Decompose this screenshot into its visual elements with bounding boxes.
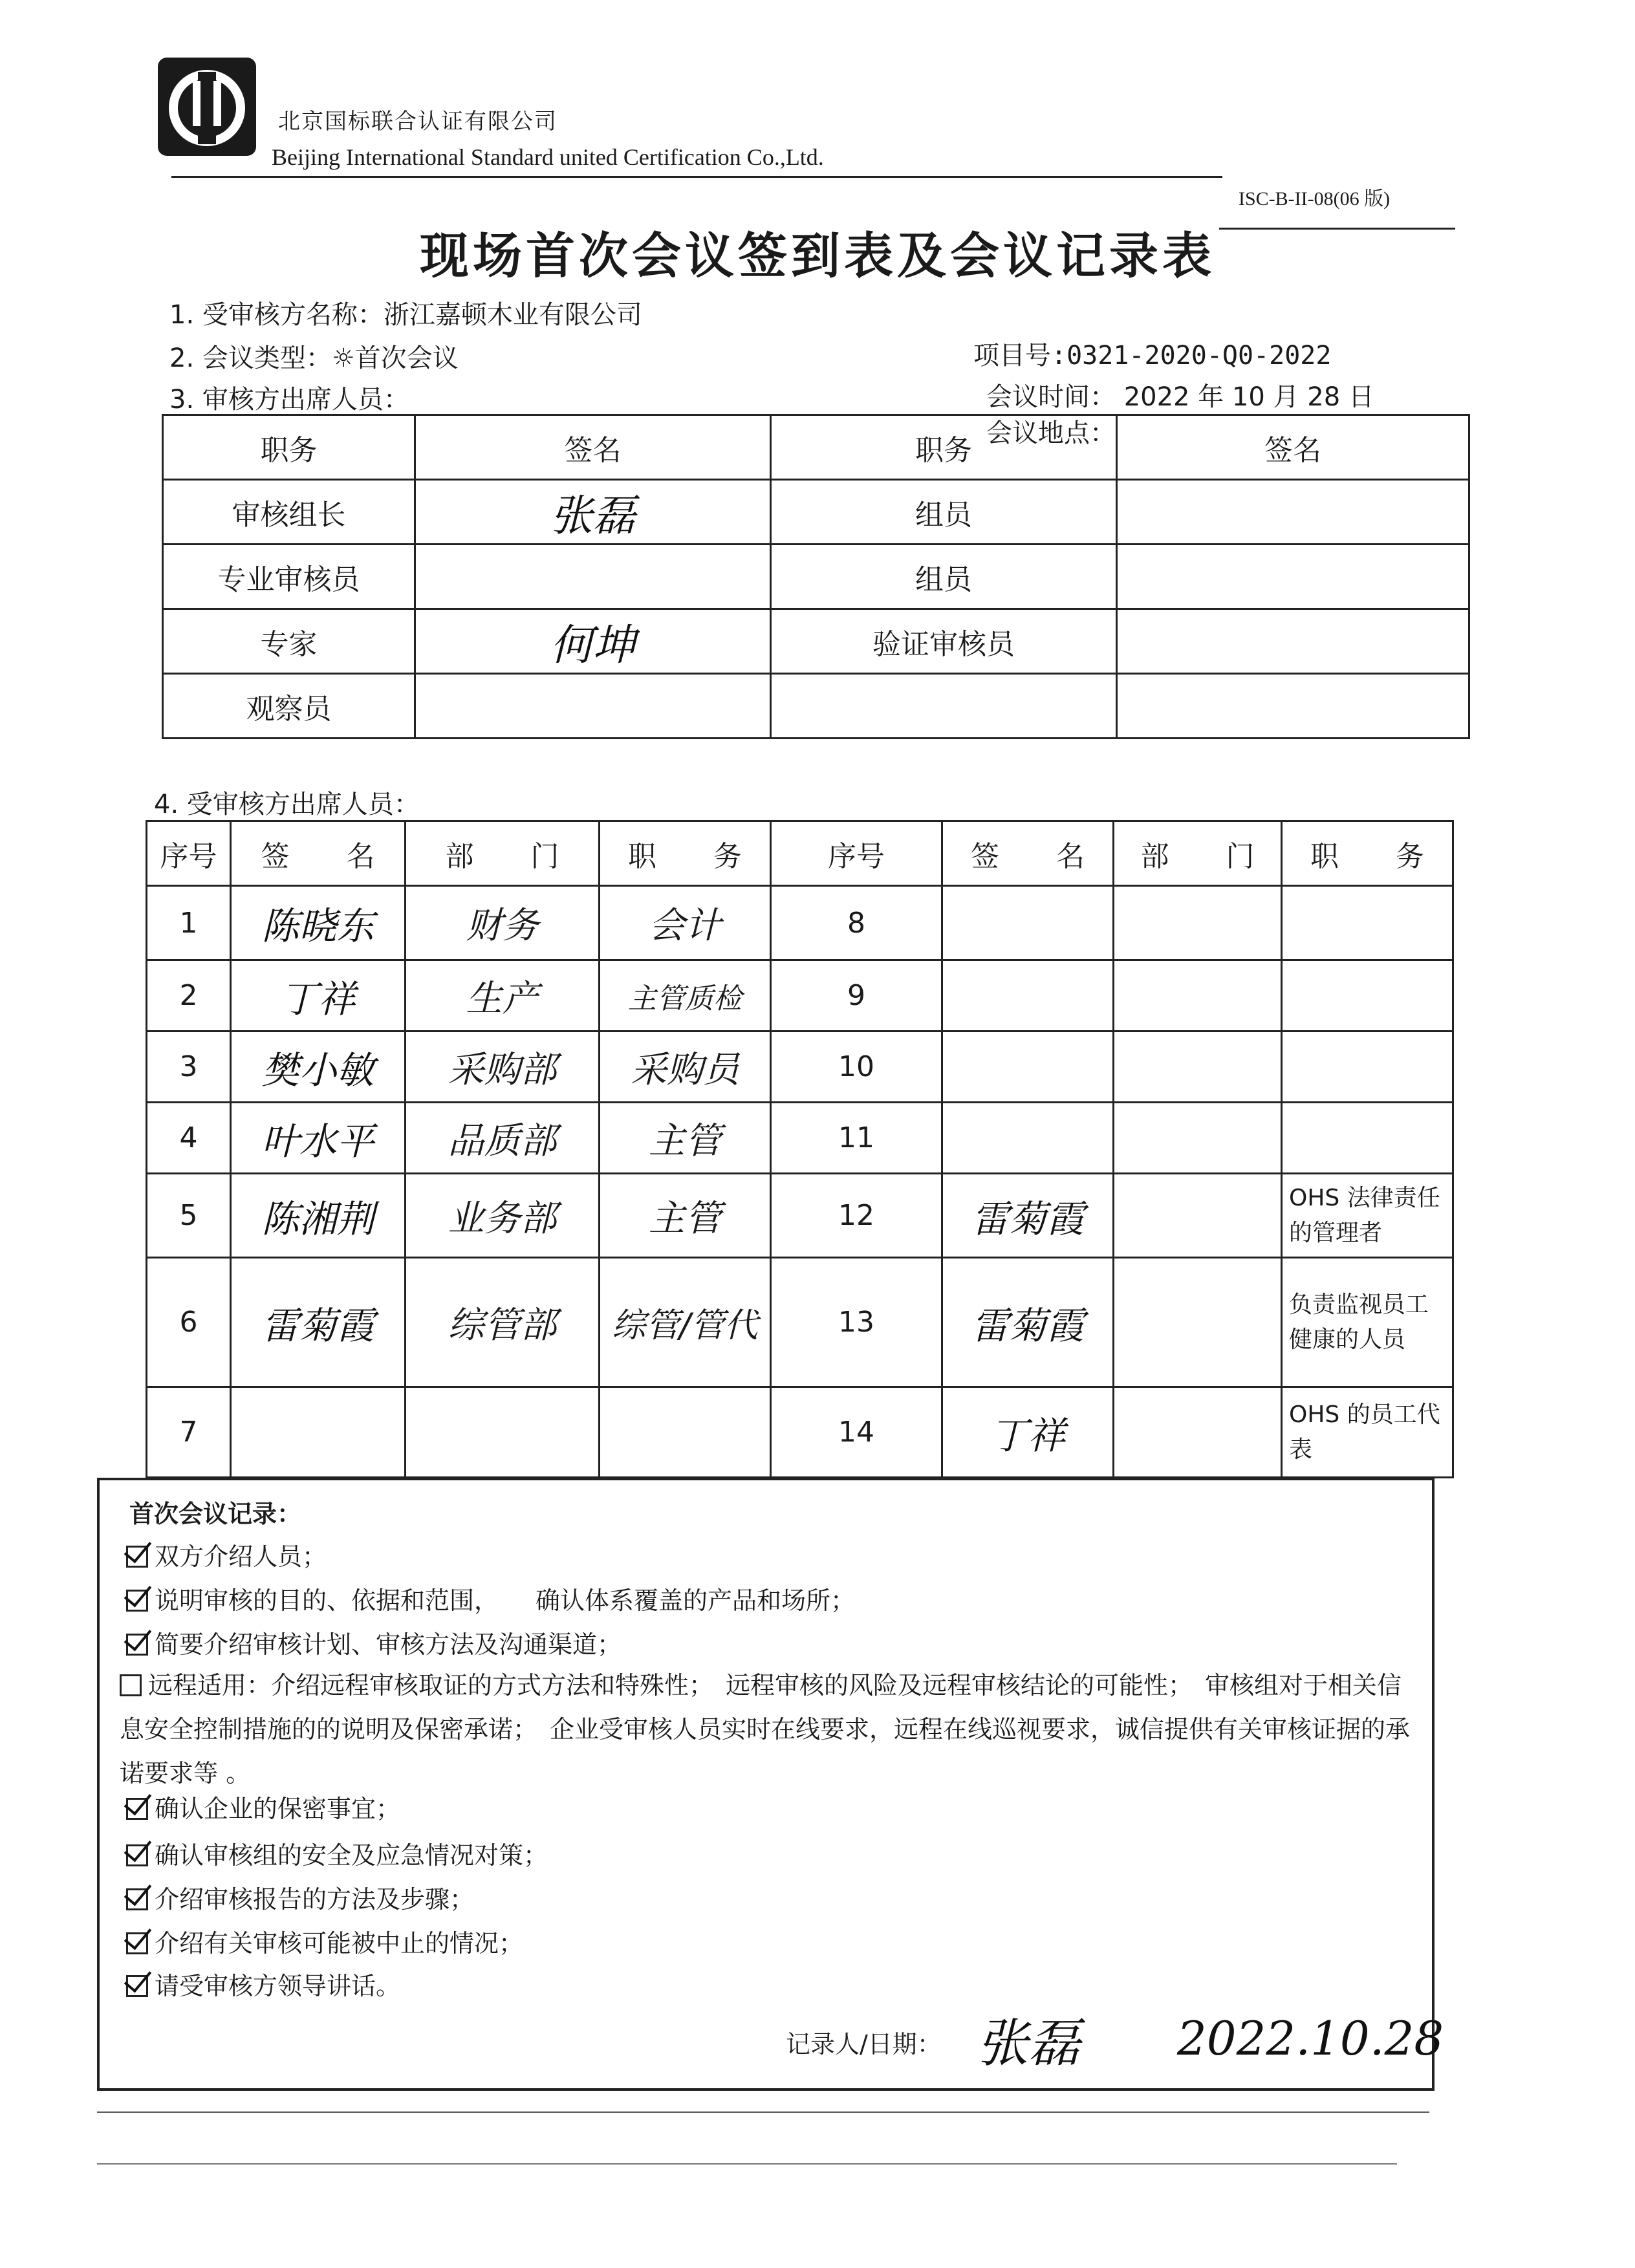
row-number: 2 xyxy=(147,960,231,1031)
post-cell xyxy=(600,1103,771,1174)
minutes-item-text: 远程适用：介绍远程审核取证的方式方法和特殊性； 远程审核的风险及远程审核结论的可能性； 审核组对于相关信息安全控制措施的的说明及保密承诺； 企业受审核人员实时在线要求，远程在线巡视要求，诚信提供有关审核证据的承诺要求等 。 xyxy=(120,1671,1411,1787)
row-number: 13 xyxy=(771,1258,942,1387)
signature-cell xyxy=(1117,480,1469,545)
checkbox-unchecked-icon xyxy=(120,1674,142,1696)
post-cell xyxy=(1282,1103,1453,1174)
dept-handwritten: 财务 xyxy=(466,905,539,947)
header-dept2: 部 门 xyxy=(1114,821,1282,886)
auditor-attendees-label: 3. 审核方出席人员： xyxy=(169,385,409,415)
minutes-item xyxy=(126,1923,523,1959)
signature-cell xyxy=(231,1258,406,1387)
minutes-item xyxy=(126,1789,400,1824)
dept-handwritten: 采购部 xyxy=(448,1048,557,1091)
minutes-item-text: 介绍审核报告的方法及步骤； xyxy=(155,1885,475,1914)
minutes-item xyxy=(126,1835,548,1871)
signature-cell xyxy=(942,1258,1114,1387)
minutes-item xyxy=(126,1879,474,1915)
minutes-item-text: 说明审核的目的、依据和范围， 确认体系覆盖的产品和场所； xyxy=(155,1586,856,1615)
signature-cell xyxy=(942,1031,1114,1103)
signature: 陈湘荆 xyxy=(261,1196,374,1241)
header-sign2: 签名 xyxy=(1117,415,1469,480)
dept-cell xyxy=(1114,960,1282,1031)
signature: 雷菊霞 xyxy=(971,1196,1084,1241)
row-number: 9 xyxy=(771,960,942,1031)
auditee-table xyxy=(146,820,1454,1478)
post-cell xyxy=(600,1258,771,1387)
header-role2: 职务 xyxy=(771,415,1117,480)
signature-cell xyxy=(231,886,406,960)
role-cell xyxy=(771,674,1117,739)
project-number: 项目号:0321-2020-Q0-2022 xyxy=(973,341,1332,371)
post-handwritten: 主管 xyxy=(649,1197,721,1240)
row-number: 7 xyxy=(147,1387,231,1478)
dept-handwritten: 品质部 xyxy=(448,1119,557,1162)
signature-cell xyxy=(231,1031,406,1103)
post-cell: OHS 法律责任的管理者 xyxy=(1282,1174,1453,1258)
dept-cell xyxy=(406,1031,600,1103)
minutes-item xyxy=(120,1663,1413,1795)
post-cell xyxy=(1282,886,1453,960)
signature: 雷菊霞 xyxy=(971,1303,1084,1348)
dept-handwritten: 综管部 xyxy=(448,1304,557,1346)
dept-cell xyxy=(1114,1387,1282,1478)
role-cell: 组员 xyxy=(771,480,1117,545)
dept-handwritten: 业务部 xyxy=(448,1197,557,1240)
header-dept: 部 门 xyxy=(406,821,600,886)
recorder-signature: 张磊 xyxy=(977,2013,1080,2073)
dept-cell xyxy=(1114,1031,1282,1103)
row-number: 1 xyxy=(147,886,231,960)
post-handwritten: 主管 xyxy=(649,1119,721,1162)
post-cell xyxy=(600,1031,771,1103)
signature-cell xyxy=(1117,674,1469,739)
header-role: 职务 xyxy=(163,415,415,480)
row-number: 11 xyxy=(771,1103,942,1174)
dept-cell xyxy=(1114,886,1282,960)
minutes-item xyxy=(126,1625,622,1660)
row-number: 3 xyxy=(147,1031,231,1103)
minutes-item-text: 确认企业的保密事宜； xyxy=(155,1795,401,1823)
signature: 丁祥 xyxy=(990,1413,1065,1458)
auditor-table xyxy=(162,414,1470,739)
post-cell: 负责监视员工健康的人员 xyxy=(1282,1258,1453,1387)
signature-cell xyxy=(231,960,406,1031)
row-number: 5 xyxy=(147,1174,231,1258)
header-post: 职 务 xyxy=(600,821,771,886)
form-code: ISC-B-II-08(06 版) xyxy=(1239,188,1391,210)
checkbox-checked-icon xyxy=(126,1932,148,1954)
signature: 何坤 xyxy=(550,620,636,670)
post-handwritten: 主管质检 xyxy=(628,982,742,1015)
minutes-heading: 首次会议记录： xyxy=(129,1500,302,1528)
post-cell xyxy=(600,1387,771,1478)
signature-cell xyxy=(1117,545,1469,609)
meeting-time: 会议时间： 2022 年 10 月 28 日 xyxy=(986,382,1374,412)
header-no: 序号 xyxy=(147,821,231,886)
dept-cell xyxy=(1114,1174,1282,1258)
post-cell xyxy=(1282,1031,1453,1103)
signature-cell xyxy=(942,960,1114,1031)
row-number: 6 xyxy=(147,1258,231,1387)
dept-cell xyxy=(406,960,600,1031)
checkbox-checked-icon xyxy=(126,1844,148,1866)
role-cell: 审核组长 xyxy=(163,480,415,545)
signature-cell xyxy=(1117,609,1469,674)
row-number: 10 xyxy=(771,1031,942,1103)
meeting-place: 会议地点： xyxy=(986,418,1116,448)
signature-cell xyxy=(231,1103,406,1174)
dept-cell xyxy=(406,886,600,960)
auditee-attendees-label: 4. 受审核方出席人员： xyxy=(154,790,420,819)
signature: 丁祥 xyxy=(280,977,356,1021)
company-name-en: Beijing International Standard united Certification Co.,Ltd. xyxy=(272,144,824,170)
dept-cell xyxy=(1114,1258,1282,1387)
audited-party: 1. 受审核方名称：浙江嘉顿木业有限公司 xyxy=(169,300,642,330)
minutes-item-text: 介绍有关审核可能被中止的情况； xyxy=(155,1929,524,1958)
signature-cell xyxy=(942,1174,1114,1258)
meeting-type: 2. 会议类型：☼首次会议 xyxy=(169,343,459,373)
post-handwritten: 综管/管代 xyxy=(612,1306,758,1345)
signature: 雷菊霞 xyxy=(261,1303,374,1348)
header-sign2: 签 名 xyxy=(942,821,1114,886)
minutes-item-text: 简要介绍审核计划、审核方法及沟通渠道； xyxy=(155,1630,622,1659)
row-number: 14 xyxy=(771,1387,942,1478)
checkbox-checked-icon xyxy=(126,1975,148,1997)
post-cell xyxy=(1282,960,1453,1031)
post-handwritten: 会计 xyxy=(649,905,721,947)
dept-cell xyxy=(406,1174,600,1258)
minutes-item xyxy=(126,1966,400,2002)
signature-cell xyxy=(231,1174,406,1258)
role-cell: 验证审核员 xyxy=(771,609,1117,674)
signature-cell xyxy=(415,609,771,674)
header-divider xyxy=(171,176,1222,178)
company-logo-icon xyxy=(155,55,259,158)
header-sign: 签名 xyxy=(415,415,771,480)
signature-cell xyxy=(231,1387,406,1478)
signature-cell xyxy=(415,545,771,609)
minutes-item xyxy=(126,1581,855,1616)
post-cell xyxy=(600,960,771,1031)
signature-cell xyxy=(415,480,771,545)
footer-divider xyxy=(97,2111,1429,2113)
header-no2: 序号 xyxy=(771,821,942,886)
footer-divider-2 xyxy=(97,2163,1397,2165)
role-cell: 专业审核员 xyxy=(163,545,415,609)
minutes-item-text: 确认审核组的安全及应急情况对策； xyxy=(155,1841,548,1870)
dept-cell xyxy=(406,1387,600,1478)
post-cell: OHS 的员工代表 xyxy=(1282,1387,1453,1478)
company-name-cn: 北京国标联合认证有限公司 xyxy=(278,109,558,135)
post-cell xyxy=(600,886,771,960)
post-cell xyxy=(600,1174,771,1258)
checkbox-checked-icon xyxy=(126,1590,148,1612)
dept-cell xyxy=(406,1103,600,1174)
minutes-item-text: 请受审核方领导讲话。 xyxy=(155,1972,401,2000)
checkbox-checked-icon xyxy=(126,1798,148,1820)
signature: 叶水平 xyxy=(261,1119,374,1163)
checkbox-checked-icon xyxy=(126,1634,148,1656)
dept-cell xyxy=(406,1258,600,1387)
dept-cell xyxy=(1114,1103,1282,1174)
post-handwritten: 采购员 xyxy=(631,1048,739,1091)
document-title: 现场首次会议签到表及会议记录表 xyxy=(420,227,1215,285)
role-cell: 观察员 xyxy=(163,674,415,739)
signature-cell xyxy=(942,1103,1114,1174)
signature-cell xyxy=(942,1387,1114,1478)
checkbox-checked-icon xyxy=(126,1546,148,1568)
minutes-item xyxy=(126,1537,327,1572)
minutes-item-text: 双方介绍人员； xyxy=(155,1542,327,1571)
signature-cell xyxy=(942,886,1114,960)
header-sign: 签 名 xyxy=(231,821,406,886)
checkbox-checked-icon xyxy=(126,1888,148,1910)
recorder-date: 2022.10.28 xyxy=(1177,2011,1444,2066)
role-cell: 组员 xyxy=(771,545,1117,609)
signature: 樊小敏 xyxy=(261,1048,374,1092)
dept-handwritten: 生产 xyxy=(466,977,539,1020)
role-cell: 专家 xyxy=(163,609,415,674)
row-number: 12 xyxy=(771,1174,942,1258)
recorder-label: 记录人/日期： xyxy=(786,2030,942,2058)
signature-cell xyxy=(415,674,771,739)
row-number: 4 xyxy=(147,1103,231,1174)
signature: 张磊 xyxy=(550,491,636,541)
row-number: 8 xyxy=(771,886,942,960)
signature: 陈晓东 xyxy=(261,904,374,948)
header-post2: 职 务 xyxy=(1282,821,1453,886)
